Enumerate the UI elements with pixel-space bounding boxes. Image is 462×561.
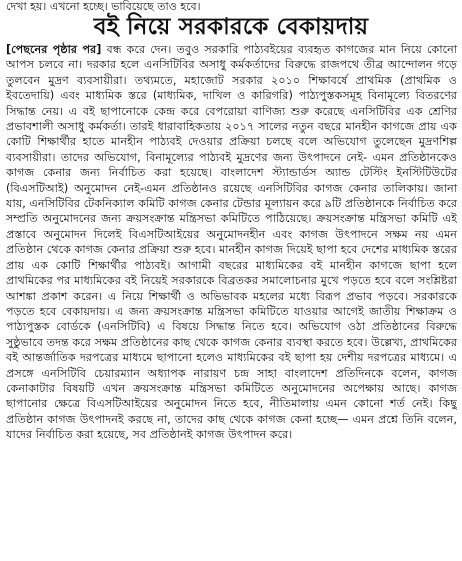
article-body-text: বন্ধ করে দেন। তবুও সরকারি পাঠ্যবইয়ের ব্যবহৃত কাগজের মান নিয়ে কোনো আপস চলবে না। দরকার হলে এনসিটিবির অসাধু কর্মকর্তাদের বিরুদ্ধে রাজপথে তীব্র আন্দোলন গড়ে তুলবেন মুদ্রণ ব্যবসায়ীরা। তথ্যমতে, মহাজোট সরকার ২০১০ শিক্ষাবর্ষে প্রাথমিক (প্রাথমিক ও ইবতেদায়ি) এবং মাধ্যমিক স্তরে (মাধ্যমিক, দাখিল ও কারিগরি) পাঠ্যপুস্তকসমূহ বিনামূল্যে বিতরণের সিদ্ধান্ত নেয়। এ বই ছাপানোকে কেন্দ্র করে বেপরোয়া বাণিজ্য শুরু করেছে এনসিটিবির এক শ্রেণির প্রভাবশালী অসাধু কর্মকর্তা। তারই ধারাবাহিকতায় ২০১৭ সালের নতুন বছরে মানহীন কাগজে প্রায় এক কোটি শিক্ষার্থীর হাতে মানহীন পাঠ্যবই দেওয়ার প্রক্রিয়া চলছে বলে অভিযোগ তুলেছেন মুদ্রণশিল্প ব্যবসায়ীরা। তাদের অভিযোগ, বিনামূল্যের পাঠ্যবই মুদ্রণের জন্য উৎপাদনে নেই- এমন প্রতিষ্ঠানকেও কাগজ কেনার জন্য নির্বাচিত করা হয়েছে। বাংলাদেশ স্ট্যান্ডার্ডস অ্যান্ড টেস্টিং ইনস্টিটিউটের (বিএসটিআই) অনুমোদন নেই-এমন প্রতিষ্ঠানও রয়েছে এনসিটিবির কাগজ কেনার তালিকায়। জানা যায়, এনসিটিবির টেকনিক্যাল কমিটি কাগজ কেনার টেন্ডার মূল্যায়ন করে ৯টি প্রতিষ্ঠানকে নির্বাচিত করে সম্প্রতি অনুমোদনের জন্য ক্রয়সংক্রান্ত মন্ত্রিসভা কমিটিতে পাঠিয়েছে। ক্রয়সংক্রান্ত মন্ত্রিসভা কমিটি এই প্রস্তাবে অনুমোদন দিলেই বিএসটিআইয়ের অনুমোদনহীন এবং কাগজ উৎপাদনে সক্ষম নয় এমন প্রতিষ্ঠান থেকে কাগজ কেনার প্রক্রিয়া শুরু হবে। মানহীন কাগজ দিয়েই ছাপা হবে দেশের মাধ্যমিক স্তরের প্রায় এক কোটি শিক্ষার্থীর পাঠ্যবই। আগামী বছরের মাধ্যমিকের বই মানহীন কাগজে ছাপা হলে প্রাথমিকের পর মাধ্যমিকের বই নিয়েই সরকারকে বিব্রতকর সমালোচনার মুখে পড়তে হবে বলে সংশ্লিষ্টরা আশঙ্কা প্রকাশ করেন। এ নিয়ে শিক্ষার্থী ও অভিভাবক মহলের মধ্যে বিরূপ প্রভাব পড়বে। সরকারকে পড়তে হবে বেকায়দায়। এ জন্য ক্রয়সংক্রান্ত মন্ত্রিসভা কমিটিতে যাওয়ার আগেই জাতীয় শিক্ষাক্রম ও পাঠ্যপুস্তক বোর্ডকে (এনসিটিবি) এ বিষয়ে সিদ্ধান্ত নিতে হবে। অভিযোগ ওঠা প্রতিষ্ঠানের বিরুদ্ধে সুষ্ঠুভাবে তদন্ত করে সক্ষম প্রতিষ্ঠানের কাছ থেকে কাগজ কেনার ব্যবস্থা করতে হবে। উল্লেখ্য, প্রাথমিকের বই আন্তর্জাতিক দরপত্রের মাধ্যমে ছাপানো হলেও মাধ্যমিকের বই ছাপা হয় দেশীয় দরপত্রের মাধ্যমে। এ প্রসঙ্গে এনসিটিবি চেয়ারম্যান অধ্যাপক নারায়ণ চন্দ্র সাহা বাংলাদেশ প্রতিদিনকে বলেন, কাগজ কেনাকাটার বিষয়টি এখন ক্রয়সংক্রান্ত মন্ত্রিসভা কমিটিতে অনুমোদনের অপেক্ষায় আছে। কাগজ ছাপানোর ক্ষেত্রে বিএসটিআইয়ের অনুমোদন নিতে হবে, নীতিমালায় এমন কোনো শর্ত নেই। কিছু প্রতিষ্ঠান কাগজ উৎপাদনই করছে না, তাদের কাছ থেকে কাগজ কেনা হচ্ছে— এমন প্রশ্নে তিনি বলেন, যাদের নির্বাচিত করা হয়েছে, সব প্রতিষ্ঠানই কাগজ উৎপাদন করে।	[6, 43, 457, 442]
article-headline: বই নিয়ে সরকারকে বেকায়দায়	[93, 14, 369, 40]
article-body	[6, 42, 457, 561]
previous-article-fragment: দেখা হয়। এখনো হচ্ছে। ভাবিয়েছে তাও হবে।	[6, 0, 201, 13]
continued-from-marker: [পেছনের পৃষ্ঠার পর]	[6, 43, 102, 56]
